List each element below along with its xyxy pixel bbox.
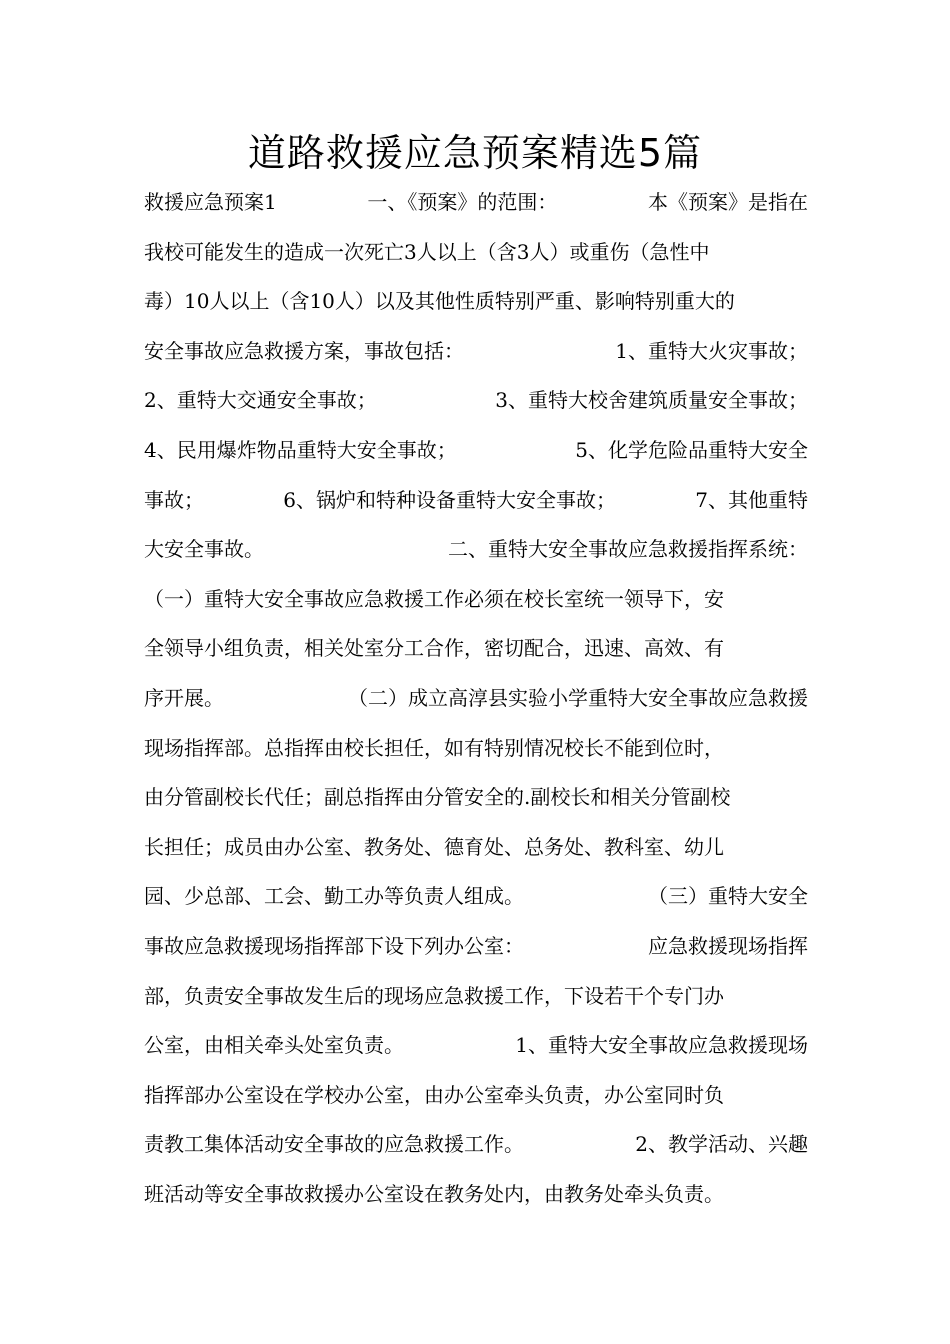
text-line: [144, 376, 808, 426]
text-segment: 6、锅炉和特种设备重特大安全事故；: [283, 487, 616, 512]
text-segment: 救援应急预案1: [144, 190, 277, 214]
text-line: [144, 1071, 808, 1121]
text-segment: 4、民用爆炸物品重特大安全事故；: [144, 437, 457, 462]
text-line: [144, 624, 808, 674]
text-segment: 部，负责安全事故发生后的现场应急救援工作，下设若干个专门办: [144, 983, 724, 1008]
text-segment: 一、《预案》的范围：: [367, 190, 558, 214]
text-segment: （一）重特大安全事故应急救援工作必须在校长室统一领导下，安: [144, 586, 724, 611]
text-segment: 责教工集体活动安全事故的应急救援工作。: [144, 1132, 524, 1157]
text-segment: 事故；: [144, 487, 204, 512]
text-line: [144, 872, 808, 922]
text-segment: 大安全事故。: [144, 537, 264, 562]
text-line: [144, 1170, 808, 1220]
text-segment: 3、重特大校舍建筑质量安全事故；: [495, 388, 808, 413]
text-line: [144, 525, 808, 575]
text-segment: 指挥部办公室设在学校办公室，由办公室牵头负责，办公室同时负: [144, 1082, 724, 1107]
text-segment: 二、重特大安全事故应急救援指挥系统：: [448, 537, 808, 562]
text-segment: 安全事故应急救援方案，事故包括：: [144, 338, 464, 363]
text-line: [144, 327, 808, 377]
text-segment: 2、教学活动、兴趣: [635, 1132, 808, 1157]
text-line: [144, 823, 808, 873]
text-segment: 7、其他重特: [695, 487, 808, 512]
text-segment: 毒）10人以上（含10人）以及其他性质特别严重、影响特别重大的: [144, 289, 735, 314]
text-segment: 班活动等安全事故救援办公室设在教务处内，由教务处牵头负责。: [144, 1181, 724, 1206]
text-segment: 由分管副校长代任；副总指挥由分管安全的.副校长和相关分管副校: [144, 785, 731, 810]
text-segment: 全领导小组负责，相关处室分工合作，密切配合，迅速、高效、有: [144, 636, 724, 661]
text-line: [144, 724, 808, 774]
text-segment: 2、重特大交通安全事故；: [144, 388, 377, 413]
text-segment: 应急救援现场指挥: [648, 933, 808, 958]
text-line: [144, 1021, 808, 1071]
text-line: [144, 178, 808, 228]
text-segment: 序开展。: [144, 685, 224, 710]
text-segment: （三）重特大安全: [648, 884, 808, 909]
text-segment: 1、重特大火灾事故；: [615, 338, 808, 363]
text-segment: 长担任；成员由办公室、教务处、德育处、总务处、教科室、幼儿: [144, 834, 724, 859]
text-segment: 现场指挥部。总指挥由校长担任，如有特别情况校长不能到位时，: [144, 735, 724, 760]
text-segment: （二）成立高淳县实验小学重特大安全事故应急救援: [348, 685, 808, 710]
document-title: 道路救援应急预案精选5篇: [247, 131, 703, 175]
text-line: [144, 575, 808, 625]
document-body: [144, 178, 808, 1219]
text-segment: 1、重特大安全事故应急救援现场: [515, 1033, 808, 1058]
text-segment: 园、少总部、工会、勤工办等负责人组成。: [144, 884, 524, 909]
text-segment: 事故应急救援现场指挥部下设下列办公室：: [144, 933, 524, 958]
text-line: [144, 277, 808, 327]
text-line: [144, 476, 808, 526]
text-segment: 本《预案》是指在: [647, 190, 808, 214]
text-segment: 公室，由相关牵头处室负责。: [144, 1033, 404, 1058]
text-line: [144, 972, 808, 1022]
text-line: [144, 1120, 808, 1170]
text-line: [144, 773, 808, 823]
text-line: [144, 674, 808, 724]
text-line: [144, 228, 808, 278]
text-segment: 5、化学危险品重特大安全: [575, 437, 808, 462]
text-line: [144, 922, 808, 972]
text-line: [144, 426, 808, 476]
text-segment: 我校可能发生的造成一次死亡3人以上（含3人）或重伤（急性中: [144, 239, 710, 264]
